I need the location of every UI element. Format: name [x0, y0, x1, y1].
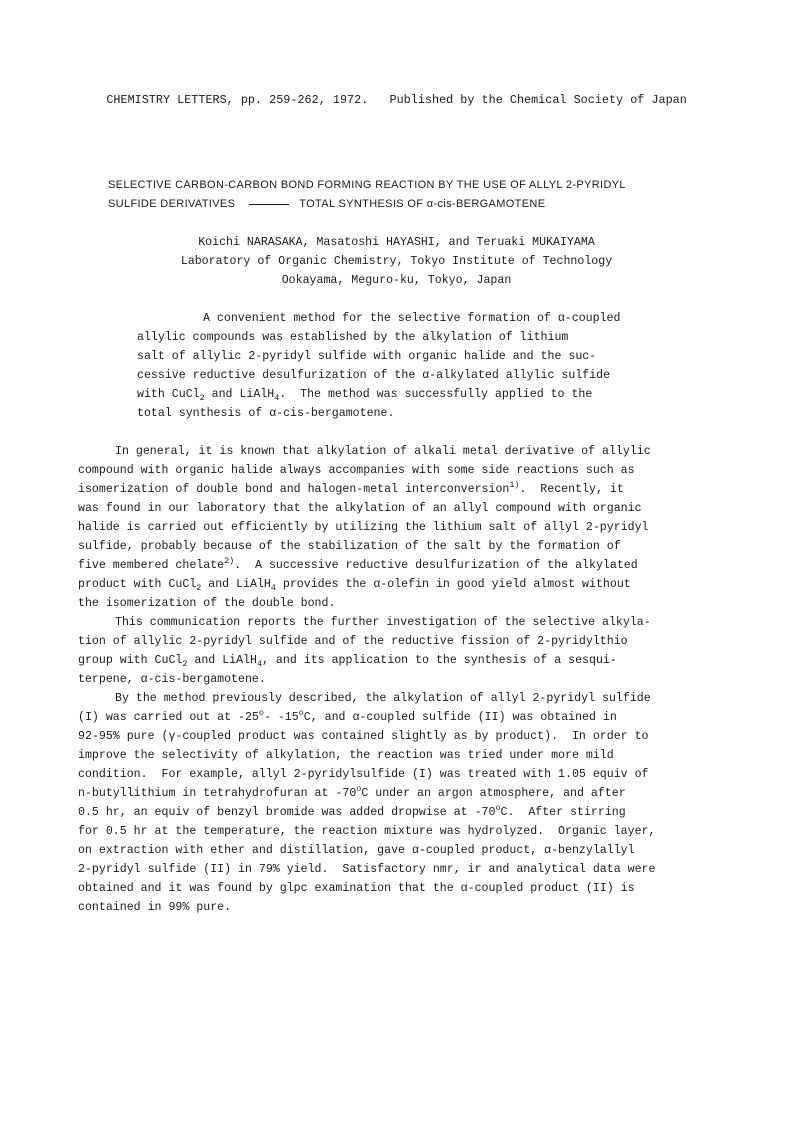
body-text: C under an argon atmosphere, and after — [361, 787, 626, 800]
body-line: on extraction with ether and distillation, gave α-coupled product, α-benzylallyl — [78, 844, 635, 857]
subscript: 2 — [196, 583, 202, 593]
body-line: the isomerization of the double bond. — [78, 597, 336, 610]
author-address: Ookayama, Meguro-ku, Tokyo, Japan — [281, 274, 512, 287]
abstract-text: and LiAlH — [204, 388, 275, 401]
body-line — [78, 651, 617, 671]
title-line-1: SELECTIVE CARBON-CARBON BOND FORMING REACTION BY THE USE OF ALLYL 2-PYRIDYL — [108, 179, 626, 191]
abstract-text: with CuCl — [137, 388, 200, 401]
body-line: obtained and it was found by glpc examination that the α-coupled product (II) is — [78, 882, 635, 895]
body-line: sulfide, probably because of the stabilization of the salt by the formation of — [78, 540, 621, 553]
journal-citation: CHEMISTRY LETTERS, pp. 259-262, 1972. — [106, 93, 369, 107]
reference-marker: 1) — [509, 480, 520, 490]
abstract-line-2: allylic compounds was established by the alkylation of lithium — [137, 331, 569, 344]
reference-marker: 2) — [224, 556, 235, 566]
body-line: This communication reports the further investigation of the selective alkyla- — [115, 616, 651, 629]
body-text: , and its application to the synthesis of a sesqui- — [262, 654, 617, 667]
abstract-line-4: cessive reductive desulfurization of the α-alkylated allylic sulfide — [137, 369, 611, 382]
body-line: By the method previously described, the alkylation of allyl 2-pyridyl sulfide — [115, 692, 651, 705]
body-line: In general, it is known that alkylation of alkali metal derivative of allylic — [115, 445, 651, 458]
title-line-2 — [108, 195, 545, 214]
body-line: improve the selectivity of alkylation, the reaction was tried under more mild — [78, 749, 614, 762]
body-line: terpene, α-cis-bergamotene. — [78, 673, 266, 686]
body-text: five membered chelate — [78, 559, 225, 572]
title-line-2-right: TOTAL SYNTHESIS OF α-cis-BERGAMOTENE — [299, 198, 546, 210]
body-line: compound with organic halide always accompanies with some side reactions such as — [78, 464, 635, 477]
abstract-text: . The method was successfully applied to the — [279, 388, 593, 401]
body-text: - -15 — [263, 711, 299, 724]
running-header — [78, 72, 687, 129]
body-line — [78, 708, 617, 728]
body-text: and LiAlH — [201, 578, 271, 591]
abstract-line-6: total synthesis of α-cis-bergamotene. — [137, 407, 395, 420]
body-text: C. After stirring — [500, 806, 626, 819]
body-line — [78, 784, 626, 804]
abstract-line-1: A convenient method for the selective formation of α-coupled — [203, 312, 621, 325]
abstract-line-3: salt of allylic 2-pyridyl sulfide with organic halide and the suc- — [137, 350, 597, 363]
body-text: . A successive reductive desulfurization of the alkylated — [234, 559, 638, 572]
degree-marker: o — [258, 708, 264, 718]
body-text: 0.5 hr, an equiv of benzyl bromide was added dropwise at -70 — [78, 806, 496, 819]
degree-marker: o — [356, 784, 362, 794]
author-names: Koichi NARASAKA, Masatoshi HAYASHI, and Teruaki MUKAIYAMA — [198, 236, 595, 249]
body-line — [78, 803, 626, 823]
subscript: 4 — [270, 583, 276, 593]
body-line: condition. For example, allyl 2-pyridylsulfide (I) was treated with 1.05 equiv of — [78, 768, 649, 781]
body-line: was found in our laboratory that the alkylation of an allyl compound with organic — [78, 502, 642, 515]
body-line — [78, 480, 624, 500]
body-line: for 0.5 hr at the temperature, the reaction mixture was hydrolyzed. Organic layer, — [78, 825, 656, 838]
body-line: 2-pyridyl sulfide (II) in 79% yield. Satisfactory nmr, ir and analytical data were — [78, 863, 656, 876]
body-text: . Recently, it — [519, 483, 624, 496]
subscript: 4 — [274, 393, 280, 403]
author-affiliation: Laboratory of Organic Chemistry, Tokyo Institute of Technology — [180, 255, 613, 268]
subscript: 2 — [199, 393, 205, 403]
publisher-note: Published by the Chemical Society of Japan — [389, 93, 687, 107]
body-line: tion of allylic 2-pyridyl sulfide and of the reductive fission of 2-pyridylthio — [78, 635, 628, 648]
degree-marker: o — [298, 708, 304, 718]
abstract-line-5 — [137, 385, 592, 405]
body-line: 92-95% pure (γ-coupled product was contained slightly as by product). In order to — [78, 730, 649, 743]
body-text: and LiAlH — [187, 654, 257, 667]
subscript: 2 — [182, 659, 188, 669]
body-line: contained in 99% pure. — [78, 901, 232, 914]
body-line — [78, 575, 631, 595]
title-dash — [249, 204, 289, 205]
body-text: (I) was carried out at -25 — [78, 711, 259, 724]
body-text: isomerization of double bond and halogen-metal interconversion — [78, 483, 510, 496]
body-text: n-butyllithium in tetrahydrofuran at -70 — [78, 787, 357, 800]
body-line — [78, 556, 638, 576]
body-text: C, and α-coupled sulfide (II) was obtained in — [303, 711, 617, 724]
body-text: provides the α-olefin in good yield almost without — [275, 578, 631, 591]
degree-marker: o — [495, 803, 501, 813]
subscript: 4 — [256, 659, 263, 669]
title-line-2-left: SULFIDE DERIVATIVES — [108, 198, 236, 210]
body-line: halide is carried out efficiently by utilizing the lithium salt of allyl 2-pyridyl — [78, 521, 649, 534]
body-text: product with CuCl — [78, 578, 197, 591]
body-text: group with CuCl — [78, 654, 183, 667]
